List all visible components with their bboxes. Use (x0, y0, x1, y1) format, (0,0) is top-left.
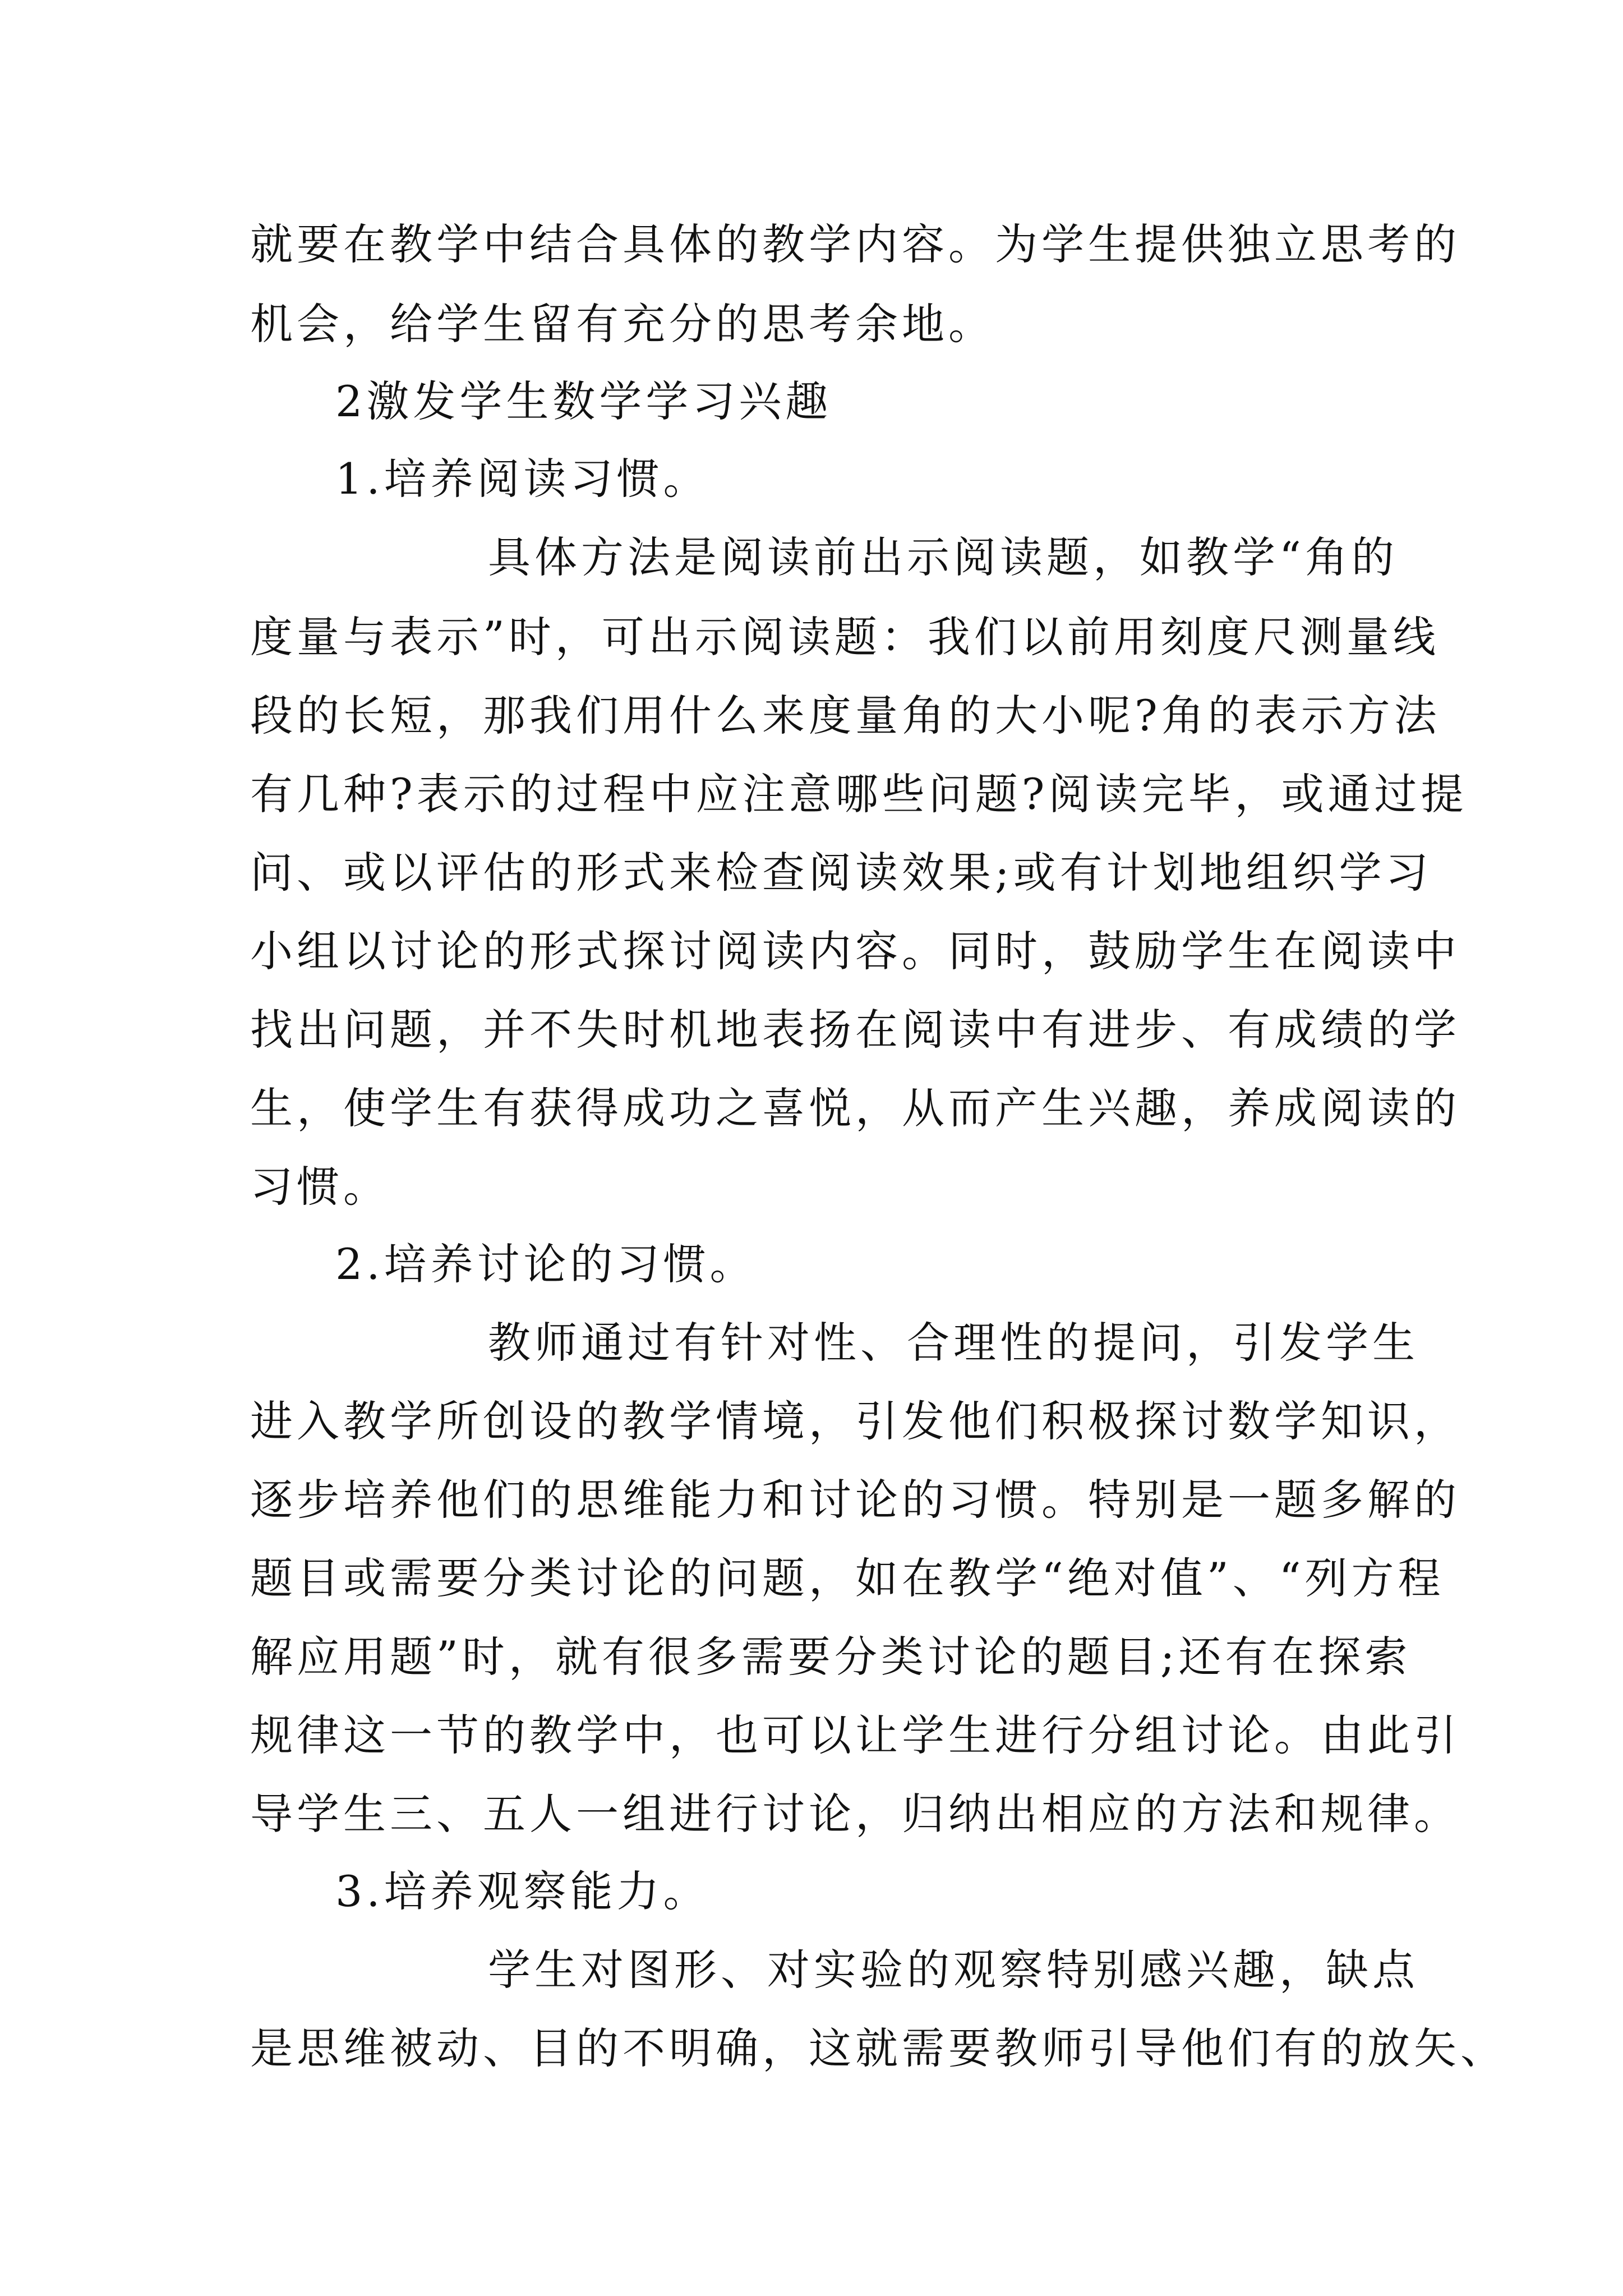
text-line: 小组以讨论的形式探讨阅读内容。同时，鼓励学生在阅读中 (250, 926, 1460, 976)
text-line: 规律这一节的教学中，也可以让学生进行分组讨论。由此引 (250, 1710, 1460, 1760)
text-line: 找出问题，并不失时机地表扬在阅读中有进步、有成绩的学 (250, 1005, 1460, 1055)
text-line: 度量与表示”时，可出示阅读题：我们以前用刻度尺测量线 (250, 612, 1440, 662)
subsection-heading: 2.培养讨论的习惯。 (335, 1239, 757, 1289)
paragraph-first-line: 具体方法是阅读前出示阅读题，如教学“角的 (488, 532, 1398, 582)
text-line: 段的长短，那我们用什么来度量角的大小呢?角的表示方法 (250, 691, 1441, 740)
subsection-heading: 3.培养观察能力。 (335, 1866, 710, 1916)
section-heading: 2激发学生数学学习兴趣 (335, 376, 832, 426)
text-line: 生，使学生有获得成功之喜悦，从而产生兴趣，养成阅读的 (250, 1083, 1460, 1133)
subsection-heading: 1.培养阅读习惯。 (335, 454, 710, 504)
text-line: 解应用题”时，就有很多需要分类讨论的题目;还有在探索 (250, 1632, 1412, 1682)
text-line: 逐步培养他们的思维能力和讨论的习惯。特别是一题多解的 (250, 1475, 1460, 1525)
text-line: 问、或以评估的形式来检查阅读效果;或有计划地组织学习 (250, 848, 1432, 898)
text-line: 机会，给学生留有充分的思考余地。 (250, 299, 995, 349)
text-line: 是思维被动、目的不明确，这就需要教师引导他们有的放矢、 (250, 2023, 1507, 2073)
text-line: 有几种?表示的过程中应注意哪些问题?阅读完毕，或通过提 (250, 769, 1468, 819)
paragraph-first-line: 学生对图形、对实验的观察特别感兴趣，缺点 (488, 1945, 1419, 1995)
text-line: 进入教学所创设的教学情境，引发他们积极探讨数学知识， (250, 1396, 1460, 1446)
text-line: 题目或需要分类讨论的问题，如在教学“绝对值”、“列方程 (250, 1553, 1445, 1603)
text-line: 习惯。 (250, 1162, 390, 1212)
paragraph-first-line: 教师通过有针对性、合理性的提问，引发学生 (488, 1318, 1419, 1368)
text-line: 导学生三、五人一组进行讨论，归纳出相应的方法和规律。 (250, 1789, 1460, 1839)
text-line: 就要在教学中结合具体的教学内容。为学生提供独立思考的 (250, 219, 1460, 269)
